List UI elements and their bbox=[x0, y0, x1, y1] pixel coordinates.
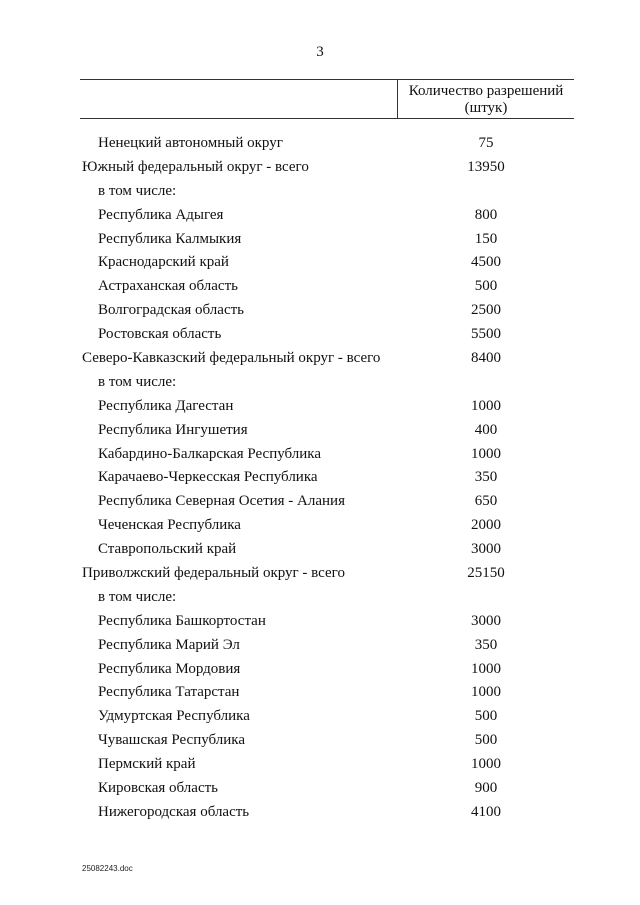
table-row bbox=[0, 635, 640, 659]
table-row bbox=[0, 467, 640, 491]
permit-count: 1000 bbox=[471, 756, 501, 773]
region-name: Республика Ингушетия bbox=[98, 421, 248, 438]
region-name: Астраханская область bbox=[98, 278, 238, 295]
table-body bbox=[0, 133, 640, 826]
region-name: Республика Северная Осетия - Алания bbox=[98, 493, 345, 510]
column-header-line1: Количество разрешений bbox=[408, 83, 564, 99]
permit-count: 4500 bbox=[471, 254, 501, 271]
table-header-rule bbox=[80, 118, 574, 119]
permit-count: 1000 bbox=[471, 445, 501, 462]
table-row bbox=[0, 802, 640, 826]
table-row bbox=[0, 587, 640, 611]
file-name-footer: 25082243.doc bbox=[82, 864, 133, 873]
table-row bbox=[0, 611, 640, 635]
region-name: в том числе: bbox=[98, 588, 177, 605]
table-row bbox=[0, 324, 640, 348]
permit-count: 5500 bbox=[471, 326, 501, 343]
region-name: в том числе: bbox=[98, 373, 177, 390]
region-name: Удмуртская Республика bbox=[98, 708, 250, 725]
region-name: Республика Марий Эл bbox=[98, 636, 240, 653]
table-row bbox=[0, 444, 640, 468]
region-name: Карачаево-Черкесская Республика bbox=[98, 469, 318, 486]
table-row bbox=[0, 778, 640, 802]
table-row bbox=[0, 682, 640, 706]
permit-count: 75 bbox=[478, 135, 494, 151]
region-name: Ненецкий автономный округ bbox=[98, 135, 283, 151]
table-row bbox=[0, 229, 640, 253]
region-name: в том числе: bbox=[98, 182, 177, 199]
region-name: Пермский край bbox=[98, 756, 196, 773]
region-name: Республика Башкортостан bbox=[98, 612, 266, 629]
permit-count: 350 bbox=[474, 636, 498, 653]
region-name: Республика Татарстан bbox=[98, 684, 240, 701]
region-name: Северо-Кавказский федеральный округ - всего bbox=[82, 350, 381, 367]
permit-count: 500 bbox=[474, 732, 498, 749]
table-row bbox=[0, 515, 640, 539]
permit-count: 500 bbox=[474, 278, 498, 295]
permit-count: 2000 bbox=[471, 517, 501, 534]
permit-count: 400 bbox=[474, 421, 498, 438]
region-name: Ростовская область bbox=[98, 326, 222, 343]
table-row bbox=[0, 276, 640, 300]
permit-count: 8400 bbox=[471, 350, 501, 367]
region-name: Волгоградская область bbox=[98, 302, 244, 319]
permit-count: 800 bbox=[474, 206, 498, 223]
permit-count: 650 bbox=[474, 493, 498, 510]
table-row bbox=[0, 754, 640, 778]
permit-count: 13950 bbox=[467, 158, 505, 175]
region-name: Республика Мордовия bbox=[98, 660, 241, 677]
permit-count: 1000 bbox=[471, 397, 501, 414]
table-row bbox=[0, 372, 640, 396]
region-name: Республика Калмыкия bbox=[98, 230, 242, 247]
district-row bbox=[0, 563, 640, 587]
region-name: Краснодарский край bbox=[98, 254, 229, 271]
permit-count: 4100 bbox=[471, 803, 501, 820]
table-row bbox=[0, 133, 640, 157]
column-header-line2: (штук) bbox=[464, 100, 508, 116]
permit-count: 1000 bbox=[471, 684, 501, 701]
region-name: Республика Адыгея bbox=[98, 206, 224, 223]
region-name: Чувашская Республика bbox=[98, 732, 246, 749]
region-name: Республика Дагестан bbox=[98, 397, 234, 414]
region-name: Южный федеральный округ - всего bbox=[82, 158, 309, 175]
table-row bbox=[0, 539, 640, 563]
permit-count: 150 bbox=[474, 230, 498, 247]
table-row bbox=[0, 491, 640, 515]
permit-count: 3000 bbox=[471, 612, 501, 629]
permit-count: 350 bbox=[474, 469, 498, 486]
region-name: Кировская область bbox=[98, 780, 219, 797]
table-row bbox=[0, 252, 640, 276]
page-number: 3 bbox=[316, 44, 324, 60]
table-row bbox=[0, 730, 640, 754]
permit-count: 3000 bbox=[471, 541, 501, 558]
permit-count: 2500 bbox=[471, 302, 501, 319]
permit-count: 25150 bbox=[467, 565, 505, 582]
region-name: Приволжский федеральный округ - всего bbox=[82, 565, 345, 582]
region-name: Ставропольский край bbox=[98, 541, 237, 558]
table-row bbox=[0, 300, 640, 324]
table-row bbox=[0, 181, 640, 205]
table-row bbox=[0, 706, 640, 730]
table-row bbox=[0, 205, 640, 229]
region-name: Кабардино-Балкарская Республика bbox=[98, 445, 322, 462]
table-top-rule bbox=[80, 79, 574, 80]
region-name: Чеченская Республика bbox=[98, 517, 241, 534]
district-row bbox=[0, 157, 640, 181]
table-row bbox=[0, 420, 640, 444]
table-row bbox=[0, 396, 640, 420]
permit-count: 900 bbox=[474, 780, 498, 797]
column-header bbox=[398, 83, 574, 117]
region-name: Нижегородская область bbox=[98, 803, 250, 820]
permit-count: 1000 bbox=[471, 660, 501, 677]
permit-count: 500 bbox=[474, 708, 498, 725]
table-row bbox=[0, 659, 640, 683]
district-row bbox=[0, 348, 640, 372]
